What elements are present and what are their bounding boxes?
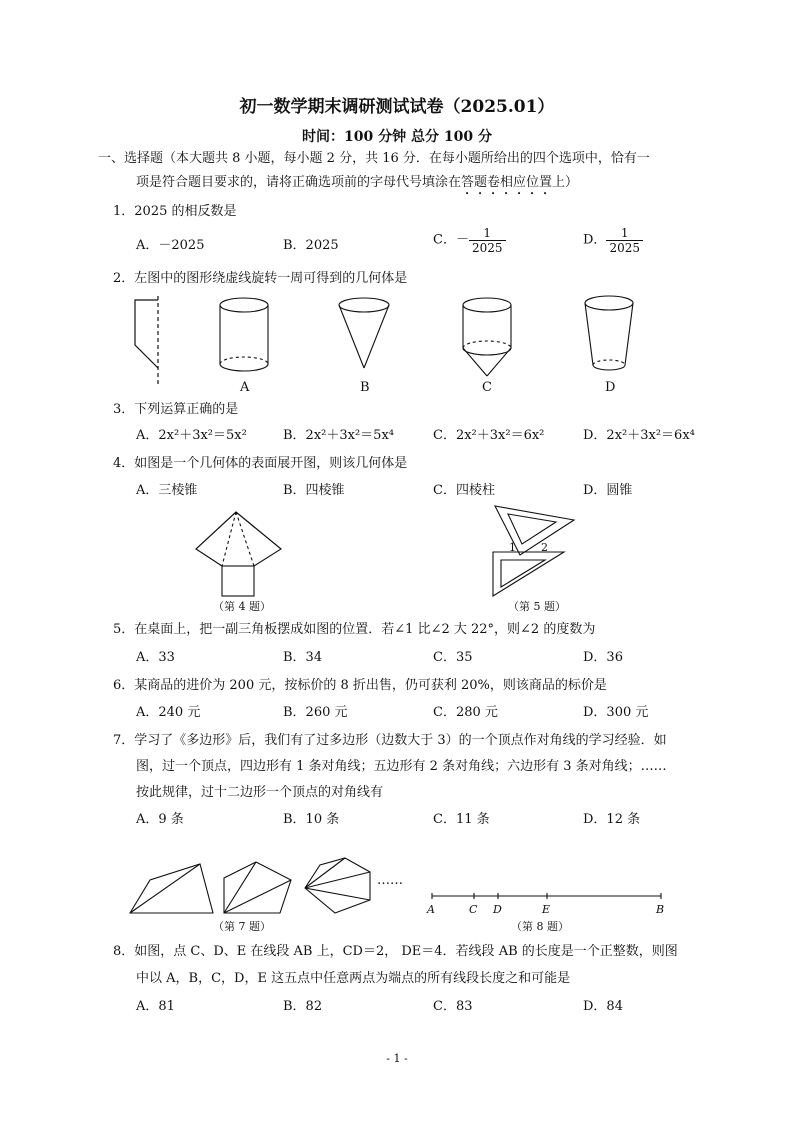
q1-option-d-prefix: D． bbox=[583, 232, 607, 248]
q1-stem: 1．2025 的相反数是 bbox=[113, 204, 237, 219]
q5-stem: 5．在桌面上，把一副三角板摆成如图的位置．若∠1 比∠2 大 22°，则∠2 的度数为 bbox=[113, 622, 596, 637]
section-heading-line2-a: 项是符合题目要求的，请将正确选项前的字母代号填涂在 bbox=[136, 175, 462, 190]
q8-point-e: E bbox=[542, 903, 551, 916]
q8-option-d: D．84 bbox=[583, 999, 623, 1014]
q1-d-denominator: 2025 bbox=[609, 241, 640, 255]
q6-option-b: B．260 元 bbox=[283, 705, 348, 720]
section-heading-line1: 一、选择题（本大题共 8 小题，每小题 2 分，共 16 分．在每小题所给出的四个选项中，恰有一 bbox=[98, 151, 650, 166]
q4-stem: 4．如图是一个几何体的表面展开图，则该几何体是 bbox=[113, 456, 408, 471]
q4-option-a: A．三棱锥 bbox=[136, 483, 198, 498]
q2-stem: 2．左图中的图形绕虚线旋转一周可得到的几何体是 bbox=[113, 271, 408, 286]
q2-label-d: D bbox=[605, 380, 616, 395]
q8-option-b: B．82 bbox=[283, 999, 323, 1014]
q8-line1: 8．如图，点 C、D、E 在线段 AB 上，CD＝2， DE＝4．若线段 AB 的长度是一个正整数，则图 bbox=[113, 944, 678, 959]
q5-option-a: A．33 bbox=[136, 650, 175, 665]
page-number: - 1 - bbox=[386, 1052, 408, 1065]
q1-option-a: A．－2025 bbox=[136, 238, 205, 253]
q5-caption: （第 5 题） bbox=[508, 600, 566, 613]
q3-option-b: B．2x²＋3x²＝5x⁴ bbox=[283, 428, 394, 443]
q7-line3: 按此规律，过十二边形一个顶点的对角线有 bbox=[136, 785, 384, 800]
q4-option-d: D．圆锥 bbox=[583, 483, 633, 498]
q1-option-c-prefix: C．－ bbox=[433, 232, 469, 248]
q5-angle-1: 1 bbox=[509, 541, 516, 554]
q7-option-c: C．11 条 bbox=[433, 812, 490, 827]
q7-line2: 图，过一个顶点，四边形有 1 条对角线；五边形有 2 条对角线；六边形有 3 条对角线；…… bbox=[136, 759, 667, 774]
q8-option-c: C．83 bbox=[433, 999, 473, 1014]
q5-angle-2: 2 bbox=[541, 541, 548, 554]
q4-option-c: C．四棱柱 bbox=[433, 483, 495, 498]
q6-option-d: D．300 元 bbox=[583, 705, 649, 720]
q7-caption: （第 7 题） bbox=[213, 920, 271, 933]
q3-stem: 3．下列运算正确的是 bbox=[113, 402, 239, 417]
q7-quadrilateral bbox=[130, 864, 213, 913]
exam-subtitle: 时间：100 分钟 总分 100 分 bbox=[302, 129, 492, 145]
q7-ellipsis: …… bbox=[377, 873, 403, 888]
q1-d-numerator: 1 bbox=[606, 226, 643, 241]
q7-option-b: B．10 条 bbox=[283, 812, 340, 827]
q2-label-a: A bbox=[240, 380, 250, 395]
q8-segment-figure bbox=[432, 893, 661, 899]
q8-line2: 中以 A，B，C，D，E 这五点中任意两点为端点的所有线段长度之和可能是 bbox=[136, 971, 571, 986]
q5-option-d: D．36 bbox=[583, 650, 623, 665]
q8-caption: （第 8 题） bbox=[511, 920, 569, 933]
q8-option-a: A．81 bbox=[136, 999, 175, 1014]
q7-pentagon bbox=[224, 862, 291, 913]
q1-option-b: B．2025 bbox=[283, 238, 339, 253]
q4-option-b: B．四棱锥 bbox=[283, 483, 345, 498]
q6-option-a: A．240 元 bbox=[136, 705, 201, 720]
section-heading-line2-c: 上） bbox=[552, 175, 579, 190]
q1-c-denominator: 2025 bbox=[471, 241, 503, 255]
q2-label-b: B bbox=[360, 380, 370, 395]
q4-caption: （第 4 题） bbox=[213, 600, 271, 613]
q1-c-numerator: 1 bbox=[469, 226, 506, 241]
page-title: 初一数学期末调研测试试卷（2025.01） bbox=[239, 97, 555, 117]
q5-option-b: B．34 bbox=[283, 650, 323, 665]
q5-option-c: C．35 bbox=[433, 650, 473, 665]
q6-option-c: C．280 元 bbox=[433, 705, 498, 720]
q3-option-c: C．2x²＋3x²＝6x² bbox=[433, 428, 545, 443]
q7-line1: 7．学习了《多边形》后，我们有了过多边形（边数大于 3）的一个顶点作对角线的学习经验．如 bbox=[113, 733, 667, 748]
q3-option-a: A．2x²＋3x²＝5x² bbox=[136, 428, 247, 443]
q3-option-d: D．2x²＋3x²＝6x⁴ bbox=[583, 428, 695, 443]
q7-hexagon bbox=[305, 858, 370, 913]
q8-point-b: B bbox=[656, 903, 665, 916]
q6-stem: 6．某商品的进价为 200 元，按标价的 8 折出售，仍可获利 20%，则该商品的标价是 bbox=[113, 678, 607, 693]
q8-point-c: C bbox=[469, 903, 478, 916]
q7-option-d: D．12 条 bbox=[583, 812, 641, 827]
section-heading-emphasis: 答题卷相应位置 bbox=[461, 175, 553, 190]
q2-label-c: C bbox=[482, 380, 492, 395]
q8-point-a: A bbox=[427, 903, 435, 916]
q8-point-d: D bbox=[493, 903, 502, 916]
q7-option-a: A．9 条 bbox=[136, 812, 184, 827]
